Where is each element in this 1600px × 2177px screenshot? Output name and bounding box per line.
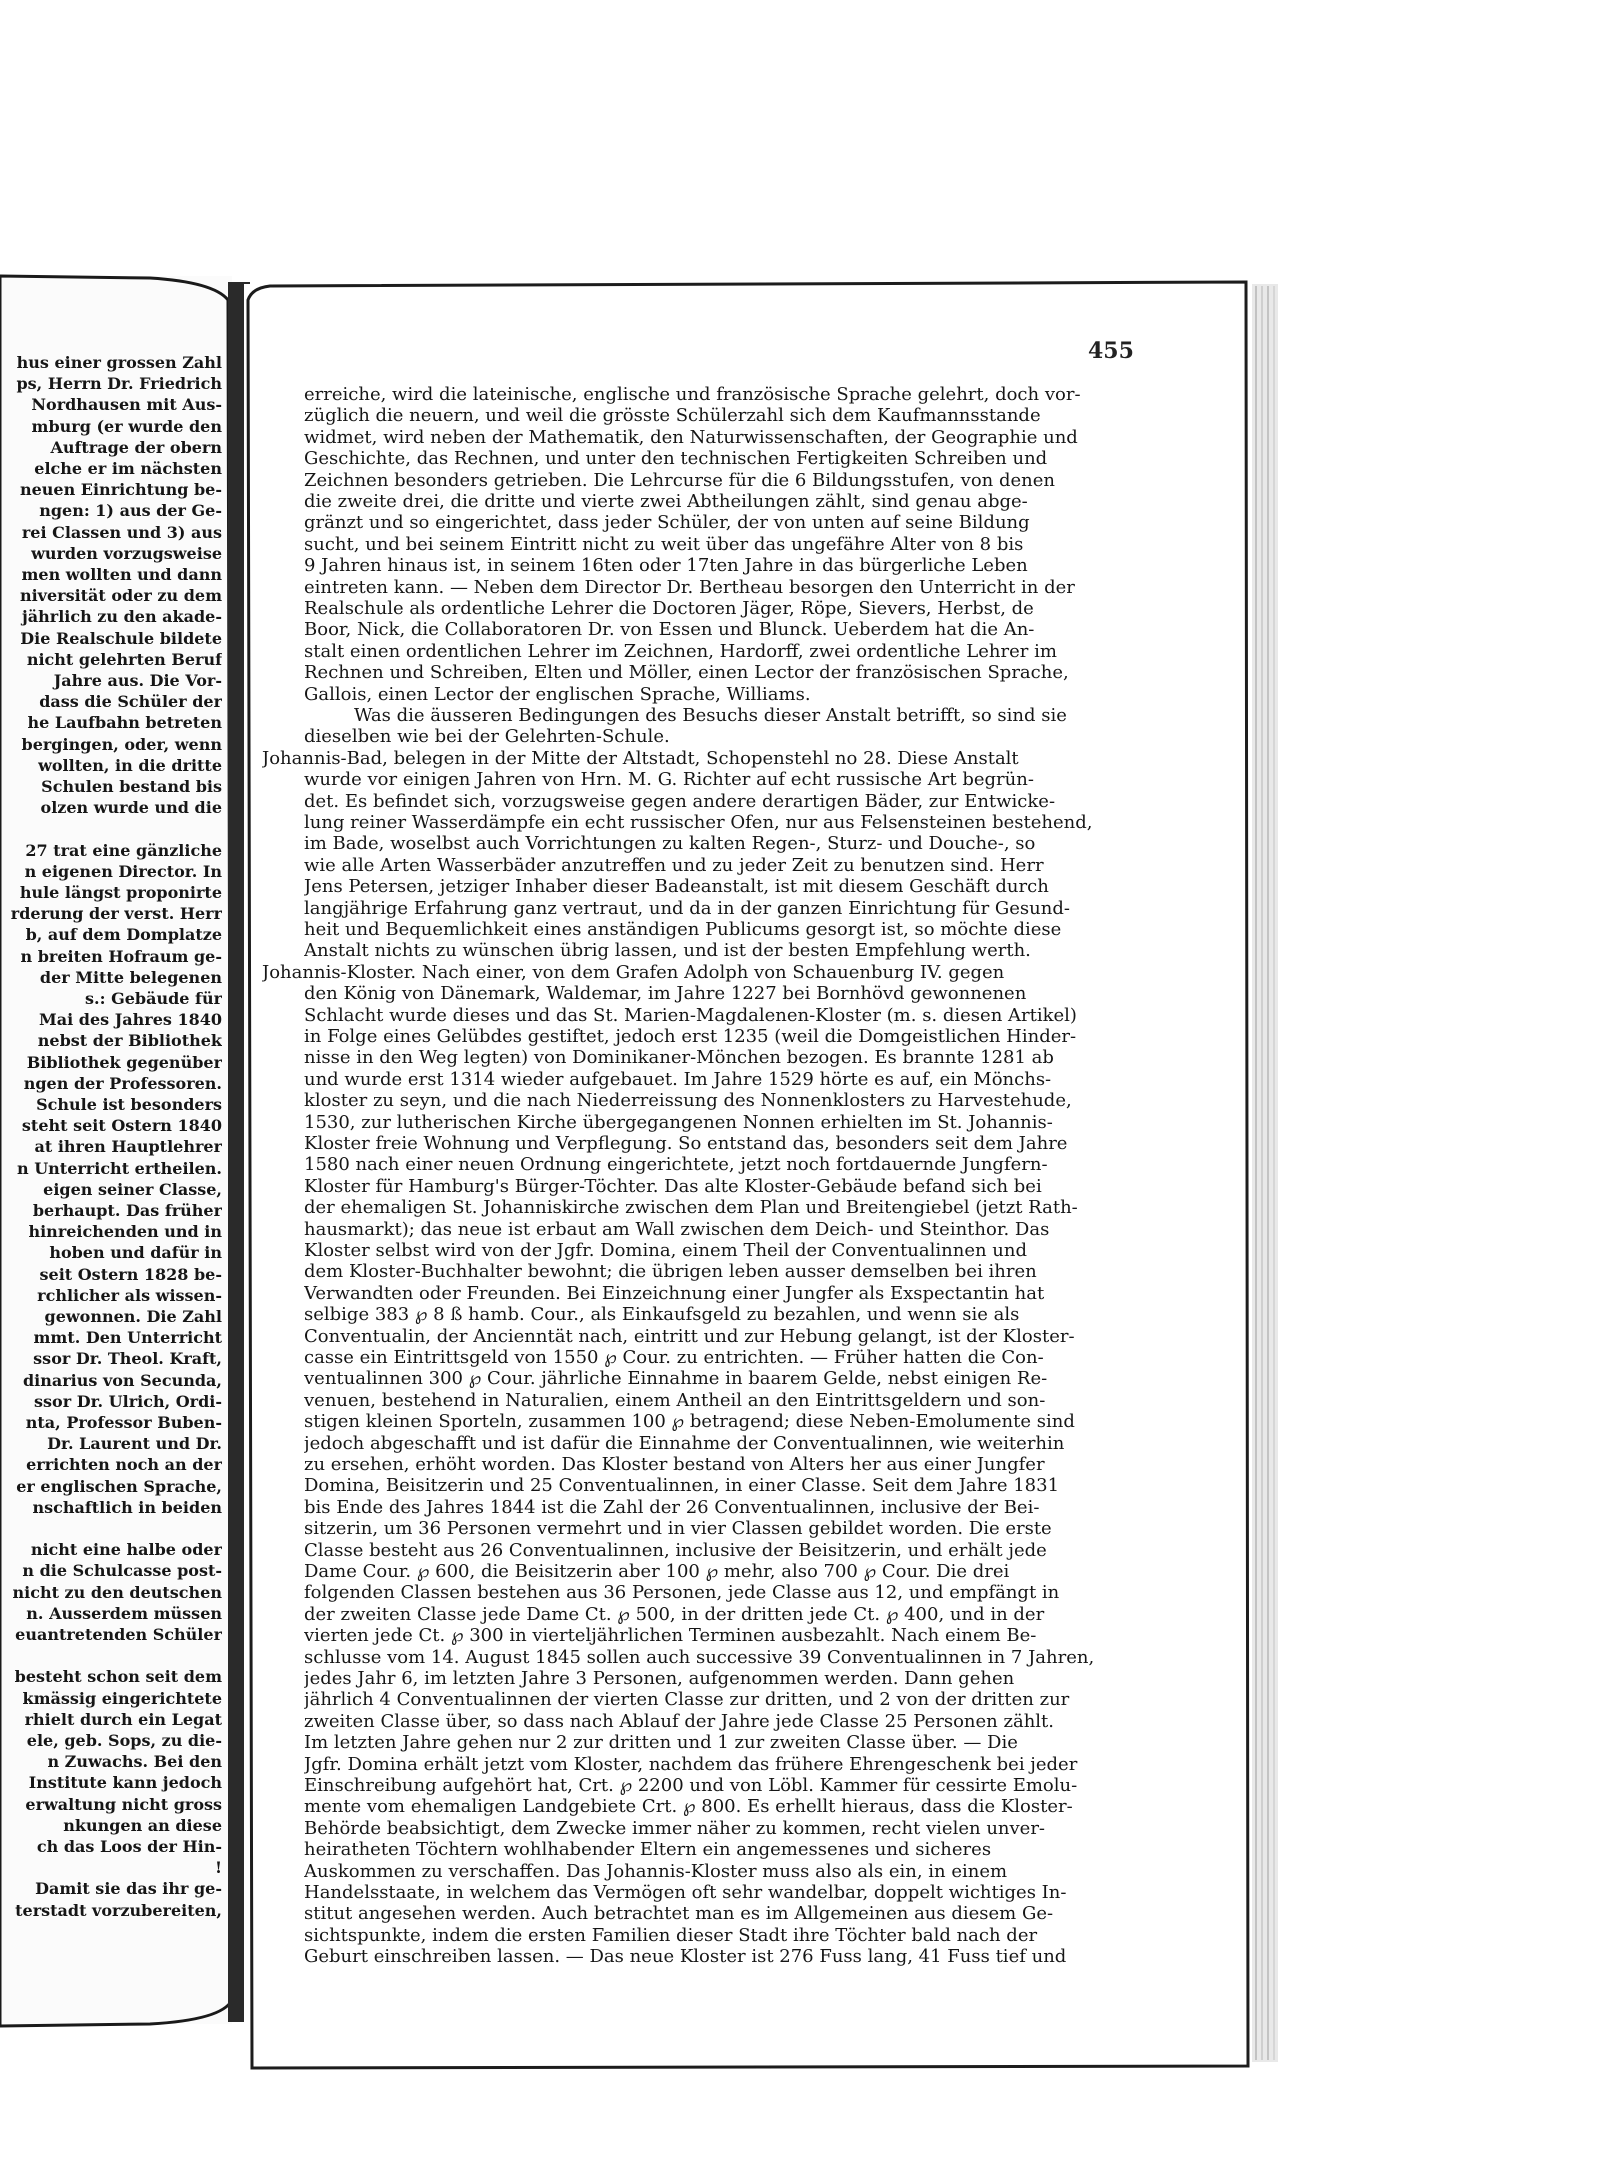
left-page-line: n breiten Hofraum ge- [20, 946, 222, 966]
left-page-line: jährlich zu den akade- [21, 607, 222, 627]
body-text-line: bis Ende des Jahres 1844 ist die Zahl der 26 Conventualinnen, inclusive der Bei- [304, 1496, 1040, 1518]
body-text-line: lung reiner Wasserdämpfe ein echt russischer Ofen, nur aus Felsensteinen bestehend, [304, 812, 1093, 833]
body-text-line: langjährige Erfahrung ganz vertraut, und da in der ganzen Einrichtung für Gesund- [304, 897, 1070, 919]
left-page-line: nicht zu den deutschen [12, 1582, 222, 1602]
left-page-line: Nordhausen mit Aus- [31, 395, 222, 415]
left-page-line: berhaupt. Das früher [32, 1201, 222, 1220]
left-page-line: mmt. Den Unterricht [33, 1328, 222, 1348]
left-page-line: hule längst proponirte [19, 883, 222, 902]
body-text-line: Gallois, einen Lector der englischen Sprache, Williams. [304, 683, 811, 705]
left-page-line: b, auf dem Domplatze [25, 925, 222, 945]
left-page-line: Jahre aus. Die Vor- [53, 671, 222, 690]
left-page-line: euantretenden Schüler [15, 1625, 222, 1644]
body-text-line: Jgfr. Domina erhält jetzt vom Kloster, nachdem das frühere Ehrengeschenk bei jeder [304, 1753, 1078, 1775]
body-text-line: 1530, zur lutherischen Kirche übergegangenen Nonnen erhielten im St. Johannis- [304, 1111, 1053, 1133]
body-text-line: jährlich 4 Conventualinnen der vierten Classe zur dritten, und 2 von der dritten zur [304, 1689, 1070, 1711]
left-page-line: olzen wurde und die [40, 798, 222, 818]
body-text-line: die zweite drei, die dritte und vierte zwei Abtheilungen zählt, sind genau abge- [304, 491, 1028, 512]
left-page-line: ps, Herrn Dr. Friedrich [16, 374, 222, 394]
body-text-line: und wurde erst 1314 wieder aufgebauet. Im Jahre 1529 hörte es auf, ein Mönchs- [304, 1068, 1052, 1090]
body-text-line: stalt einen ordentlichen Lehrer im Zeichnen, Hardorff, zwei ordentliche Lehrer im [304, 640, 1057, 662]
left-page-line: terstadt vorzubereiten, [15, 1900, 222, 1920]
body-text-line: den König von Dänemark, Waldemar, im Jahre 1227 bei Bornhövd gewonnenen [304, 983, 1027, 1005]
body-text-line: kloster zu seyn, und die nach Niederreissung des Nonnenklosters zu Harvestehude, [304, 1090, 1072, 1112]
body-text-line: Jens Petersen, jetziger Inhaber dieser Badeanstalt, ist mit diesem Geschäft durch [304, 876, 1049, 898]
body-text-line: Dame Cour. ℘ 600, die Beisitzerin aber 100 ℘ mehr, also 700 ℘ Cour. Die drei [304, 1561, 1010, 1582]
body-text-line: 1580 nach einer neuen Ordnung eingerichtete, jetzt noch fortdauernde Jungfern- [304, 1154, 1048, 1176]
left-page-line: Mai des Jahres 1840 [39, 1010, 222, 1030]
left-page-line: eigen seiner Classe, [43, 1179, 222, 1199]
body-text-line: vierten jede Ct. ℘ 300 in vierteljährlichen Terminen ausbezahlt. Nach einem Be- [304, 1625, 1037, 1647]
body-text-line: züglich die neuern, und weil die grösste Schülerzahl sich dem Kaufmannsstande [304, 405, 1041, 427]
body-text-line: sitzerin, um 36 Personen vermehrt und in vier Classen gebildet worden. Die erste [304, 1518, 1052, 1540]
left-page-line: errichten noch an der [26, 1455, 222, 1475]
body-text-line: Im letzten Jahre gehen nur 2 zur dritten und 1 zur zweiten Classe über. — Die [304, 1732, 1018, 1754]
left-page-line: 27 trat eine gänzliche [25, 840, 222, 860]
body-text-line: sichtspunkte, indem die ersten Familien dieser Stadt ihre Töchter bald nach der [304, 1924, 1038, 1946]
body-text-line: widmet, wird neben der Mathematik, den Naturwissenschaften, der Geographie und [304, 426, 1078, 448]
left-page-line: Damit sie das ihr ge- [35, 1879, 222, 1899]
page-number: 455 [1088, 338, 1134, 364]
left-page-line: mburg (er wurde den [31, 416, 222, 436]
body-text-line: mente vom ehemaligen Landgebiete Crt. ℘ 800. Es erhellt hieraus, dass die Kloster- [304, 1796, 1073, 1818]
left-page-line: wollten, in die dritte [38, 755, 222, 775]
left-page-line: nicht gelehrten Beruf [26, 649, 222, 669]
left-page-line: ch das Loos der Hin- [36, 1837, 222, 1856]
left-page-line: n Zuwachs. Bei den [47, 1752, 222, 1772]
left-page-line: ngen der Professoren. [23, 1073, 222, 1093]
left-page-line: nschaftlich in beiden [32, 1497, 222, 1517]
left-page-line: Dr. Laurent und Dr. [47, 1434, 222, 1454]
left-page-line: kmässig eingerichtete [22, 1688, 222, 1708]
body-text-line: venuen, bestehend in Naturalien, einem Antheil an den Eintrittsgeldern und son- [304, 1389, 1046, 1411]
left-page-line: nebst der Bibliothek [37, 1031, 222, 1051]
left-page-line: rchlicher als wissen- [37, 1285, 222, 1305]
left-page-line: hoben und dafür in [49, 1243, 222, 1263]
left-page-line: ele, geb. Sops, zu die- [26, 1731, 222, 1750]
body-text-line: det. Es befindet sich, vorzugsweise gegen andere derartigen Bäder, zur Entwicke- [304, 790, 1056, 812]
left-page-line: men wollten und dann [21, 565, 222, 584]
body-text-line: wurde vor einigen Jahren von Hrn. M. G. Richter auf echt russische Art begrün- [304, 769, 1034, 791]
left-page-line: Auftrage der obern [50, 437, 222, 457]
left-page-line: steht seit Ostern 1840 [21, 1116, 222, 1136]
body-text-line: Behörde beabsichtigt, dem Zwecke immer näher zu kommen, recht vielen unver- [304, 1817, 1046, 1839]
body-text-line: Was die äusseren Bedingungen des Besuchs dieser Anstalt betrifft, so sind sie [354, 705, 1067, 726]
body-text-line: Kloster selbst wird von der Jgfr. Domina, einem Theil der Conventualinnen und [304, 1240, 1027, 1261]
left-page-line: at ihren Hauptlehrer [34, 1137, 222, 1157]
left-page-line: bergingen, oder, wenn [21, 734, 222, 754]
body-text-line: Classe besteht aus 26 Conventualinnen, inclusive der Beisitzerin, und erhält jede [304, 1539, 1047, 1561]
left-page-line: er englischen Sprache, [16, 1476, 222, 1496]
left-page-line [0, 818, 222, 840]
body-text-line: Auskommen zu verschaffen. Das Johannis-Kloster muss also als ein, in einem [304, 1860, 1008, 1882]
body-text-line: jedoch abgeschafft und ist dafür die Einnahme der Conventualinnen, wie weiterhin [304, 1432, 1065, 1454]
left-page-line: ssor Dr. Ulrich, Ordi- [34, 1391, 222, 1411]
left-page-line: wurden vorzugsweise [31, 543, 222, 563]
body-text-line: 9 Jahren hinaus ist, in seinem 16ten oder 17ten Jahre in das bürgerliche Leben [304, 555, 1028, 577]
body-text-line: Kloster freie Wohnung und Verpflegung. So entstand das, besonders seit dem Jahre [304, 1133, 1068, 1154]
body-text-line: Geburt einschreiben lassen. — Das neue Kloster ist 276 Fuss lang, 41 Fuss tief und [304, 1946, 1067, 1968]
left-page-line: Die Realschule bildete [20, 628, 222, 648]
left-page-line: gewonnen. Die Zahl [44, 1307, 222, 1326]
body-text-line: heiratheten Töchtern wohlhabender Eltern ein angemessenes und sicheres [304, 1839, 992, 1861]
body-text-line: jedes Jahr 6, im letzten Jahre 3 Personen, aufgenommen werden. Dann gehen [304, 1668, 1015, 1689]
left-page-line: nkungen an diese [63, 1815, 222, 1835]
entry-heading-line: Johannis-Kloster. Nach einer, von dem Grafen Adolph von Schauenburg IV. gegen [262, 961, 1005, 983]
left-page-line: seit Ostern 1828 be- [39, 1264, 222, 1284]
body-text-line: dem Kloster-Buchhalter bewohnt; die übrigen leben ausser demselben bei ihren [304, 1261, 1037, 1283]
body-text-line: schlusse vom 14. August 1845 sollen auch successive 39 Conventualinnen in 7 Jahren, [304, 1646, 1095, 1668]
left-page-line: dinarius von Secunda, [22, 1370, 222, 1390]
left-page-line: n. Ausserdem müssen [26, 1603, 222, 1623]
body-text-line: selbige 383 ℘ 8 ß hamb. Cour., als Einkaufsgeld zu bezahlen, und wenn sie als [304, 1304, 1020, 1326]
body-text-line: wie alle Arten Wasserbäder anzutreffen und zu jeder Zeit zu benutzen sind. Herr [304, 854, 1044, 876]
body-text-line: Zeichnen besonders getrieben. Die Lehrcurse für die 6 Bildungsstufen, von denen [304, 469, 1055, 491]
left-page-line: s.: Gebäude für [85, 989, 222, 1008]
body-text-line: Anstalt nichts zu wünschen übrig lassen, und ist der besten Empfehlung werth. [304, 940, 1031, 962]
entry-heading-line: Johannis-Bad, belegen in der Mitte der Altstadt, Schopenstehl no 28. Diese Anstalt [262, 747, 1019, 769]
body-text-line: Geschichte, das Rechnen, und unter den technischen Fertigkeiten Schreiben und [304, 448, 1048, 470]
left-page-line: Schulen bestand bis [41, 777, 222, 796]
right-page-text [248, 290, 1278, 1990]
left-page-line [0, 1645, 222, 1667]
body-text-line: zu ersehen, erhöht worden. Das Kloster bestand von Alters her aus einer Jungfer [304, 1454, 1045, 1475]
left-page-line: besteht schon seit dem [14, 1667, 222, 1687]
left-page-line: hinreichenden und in [28, 1222, 222, 1242]
left-page-line: hus einer grossen Zahl [16, 353, 222, 372]
left-page-line: Institute kann jedoch [28, 1773, 222, 1793]
left-page-line: elche er im nächsten [34, 459, 222, 478]
left-page-line: niversität oder zu dem [19, 586, 222, 606]
left-page-line: n die Schulcasse post- [22, 1561, 222, 1581]
left-page-line: ! [214, 1858, 222, 1878]
left-page-line: erwaltung nicht gross [25, 1794, 222, 1814]
body-text-line: sucht, und bei seinem Eintritt nicht zu weit über das ungefähre Alter von 8 bis [304, 533, 1024, 555]
left-page-line: der Mitte belegenen [39, 967, 222, 987]
body-text-line: gränzt und so eingerichtet, dass jeder Schüler, der von unten auf seine Bildung [304, 512, 1030, 534]
body-text-line: Realschule als ordentliche Lehrer die Doctoren Jäger, Röpe, Sievers, Herbst, de [304, 598, 1034, 619]
body-text-line: hausmarkt); das neue ist erbaut am Wall zwischen dem Deich- und Steinthor. Das [304, 1218, 1050, 1240]
left-page-line: ssor Dr. Theol. Kraft, [33, 1349, 222, 1369]
left-page-line: Schule ist besonders [36, 1095, 222, 1114]
left-page-line: nicht eine halbe oder [30, 1540, 222, 1560]
body-text-line: casse ein Eintrittsgeld von 1550 ℘ Cour. zu entrichten. — Früher hatten die Con- [304, 1347, 1044, 1368]
body-text-line: im Bade, woselbst auch Vorrichtungen zu kalten Regen-, Sturz- und Douche-, so [304, 833, 1036, 855]
body-text-line: Schlacht wurde dieses und das St. Marien-Magdalenen-Kloster (m. s. diesen Artikel) [304, 1004, 1077, 1026]
body-text-line: der zweiten Classe jede Dame Ct. ℘ 500, in der dritten jede Ct. ℘ 400, und in der [304, 1603, 1045, 1625]
body-text-line: stigen kleinen Sporteln, zusammen 100 ℘ betragend; diese Neben-Emolumente sind [304, 1411, 1075, 1433]
left-page-line: rei Classen und 3) aus [21, 522, 222, 542]
body-text-line: der ehemaligen St. Johanniskirche zwischen dem Plan und Breitengiebel (jetzt Rath- [304, 1197, 1078, 1219]
left-page-line: Bibliothek gegenüber [26, 1052, 222, 1072]
body-text-line: erreiche, wird die lateinische, englische und französische Sprache gelehrt, doch vor- [304, 384, 1081, 405]
left-page-line [0, 1518, 222, 1540]
body-text-line: Boor, Nick, die Collaboratoren Dr. von Essen und Blunck. Ueberdem hat die An- [304, 619, 1035, 641]
body-text-line: Domina, Beisitzerin und 25 Conventualinnen, in einer Classe. Seit dem Jahre 1831 [304, 1475, 1060, 1497]
body-text-line: Handelsstaate, in welchem das Vermögen oft sehr wandelbar, doppelt wichtiges In- [304, 1882, 1067, 1903]
body-text-line: stitut angesehen werden. Auch betrachtet man es im Allgemeinen aus diesem Ge- [304, 1903, 1054, 1925]
body-text-line: zweiten Classe über, so dass nach Ablauf der Jahre jede Classe 25 Personen zählt. [304, 1710, 1054, 1732]
left-page-line: n Unterricht ertheilen. [17, 1158, 222, 1178]
left-page-line: he Laufbahn betreten [27, 713, 222, 733]
left-page-line: rhielt durch ein Legat [24, 1709, 222, 1729]
body-text-line: Verwandten oder Freunden. Bei Einzeichnung einer Jungfer als Exspectantin hat [304, 1282, 1045, 1304]
body-text-line: Einschreibung aufgehört hat, Crt. ℘ 2200 und von Löbl. Kammer für cessirte Emolu- [304, 1775, 1078, 1796]
body-text-line: ventualinnen 300 ℘ Cour. jährliche Einnahme in baarem Gelde, nebst einigen Re- [304, 1368, 1048, 1390]
body-text-line: nisse in den Weg legten) von Dominikaner-Mönchen bezogen. Es brannte 1281 ab [304, 1047, 1054, 1069]
body-text-line: dieselben wie bei der Gelehrten-Schule. [304, 726, 670, 748]
left-page-line: ngen: 1) aus der Ge- [39, 501, 222, 521]
body-text-line: in Folge eines Gelübdes gestiftet, jedoch erst 1235 (weil die Domgeistlichen Hinder- [304, 1026, 1077, 1047]
left-page-line: nta, Professor Buben- [25, 1413, 222, 1432]
left-page-line: rderung der verst. Herr [10, 904, 222, 924]
left-page-line: n eigenen Director. In [24, 861, 222, 881]
body-text-line: Kloster für Hamburg's Bürger-Töchter. Das alte Kloster-Gebäude befand sich bei [304, 1175, 1042, 1197]
body-text-line: heit und Bequemlichkeit eines anständigen Publicums gesorgt ist, so möchte diese [304, 919, 1062, 940]
body-text-line: folgenden Classen bestehen aus 36 Personen, jede Classe aus 12, und empfängt in [304, 1582, 1060, 1604]
body-text-line: Conventualin, der Ancienntät nach, eintritt und zur Hebung gelangt, ist der Kloster- [304, 1325, 1075, 1347]
body-text-line: eintreten kann. — Neben dem Director Dr. Bertheau besorgen den Unterricht in der [304, 576, 1075, 598]
left-page-text [0, 290, 222, 1990]
body-text-line: Rechnen und Schreiben, Elten und Möller, einen Lector der französischen Sprache, [304, 662, 1069, 684]
left-page-line: neuen Einrichtung be- [19, 480, 222, 500]
left-page-line: dass die Schüler der [39, 692, 222, 712]
